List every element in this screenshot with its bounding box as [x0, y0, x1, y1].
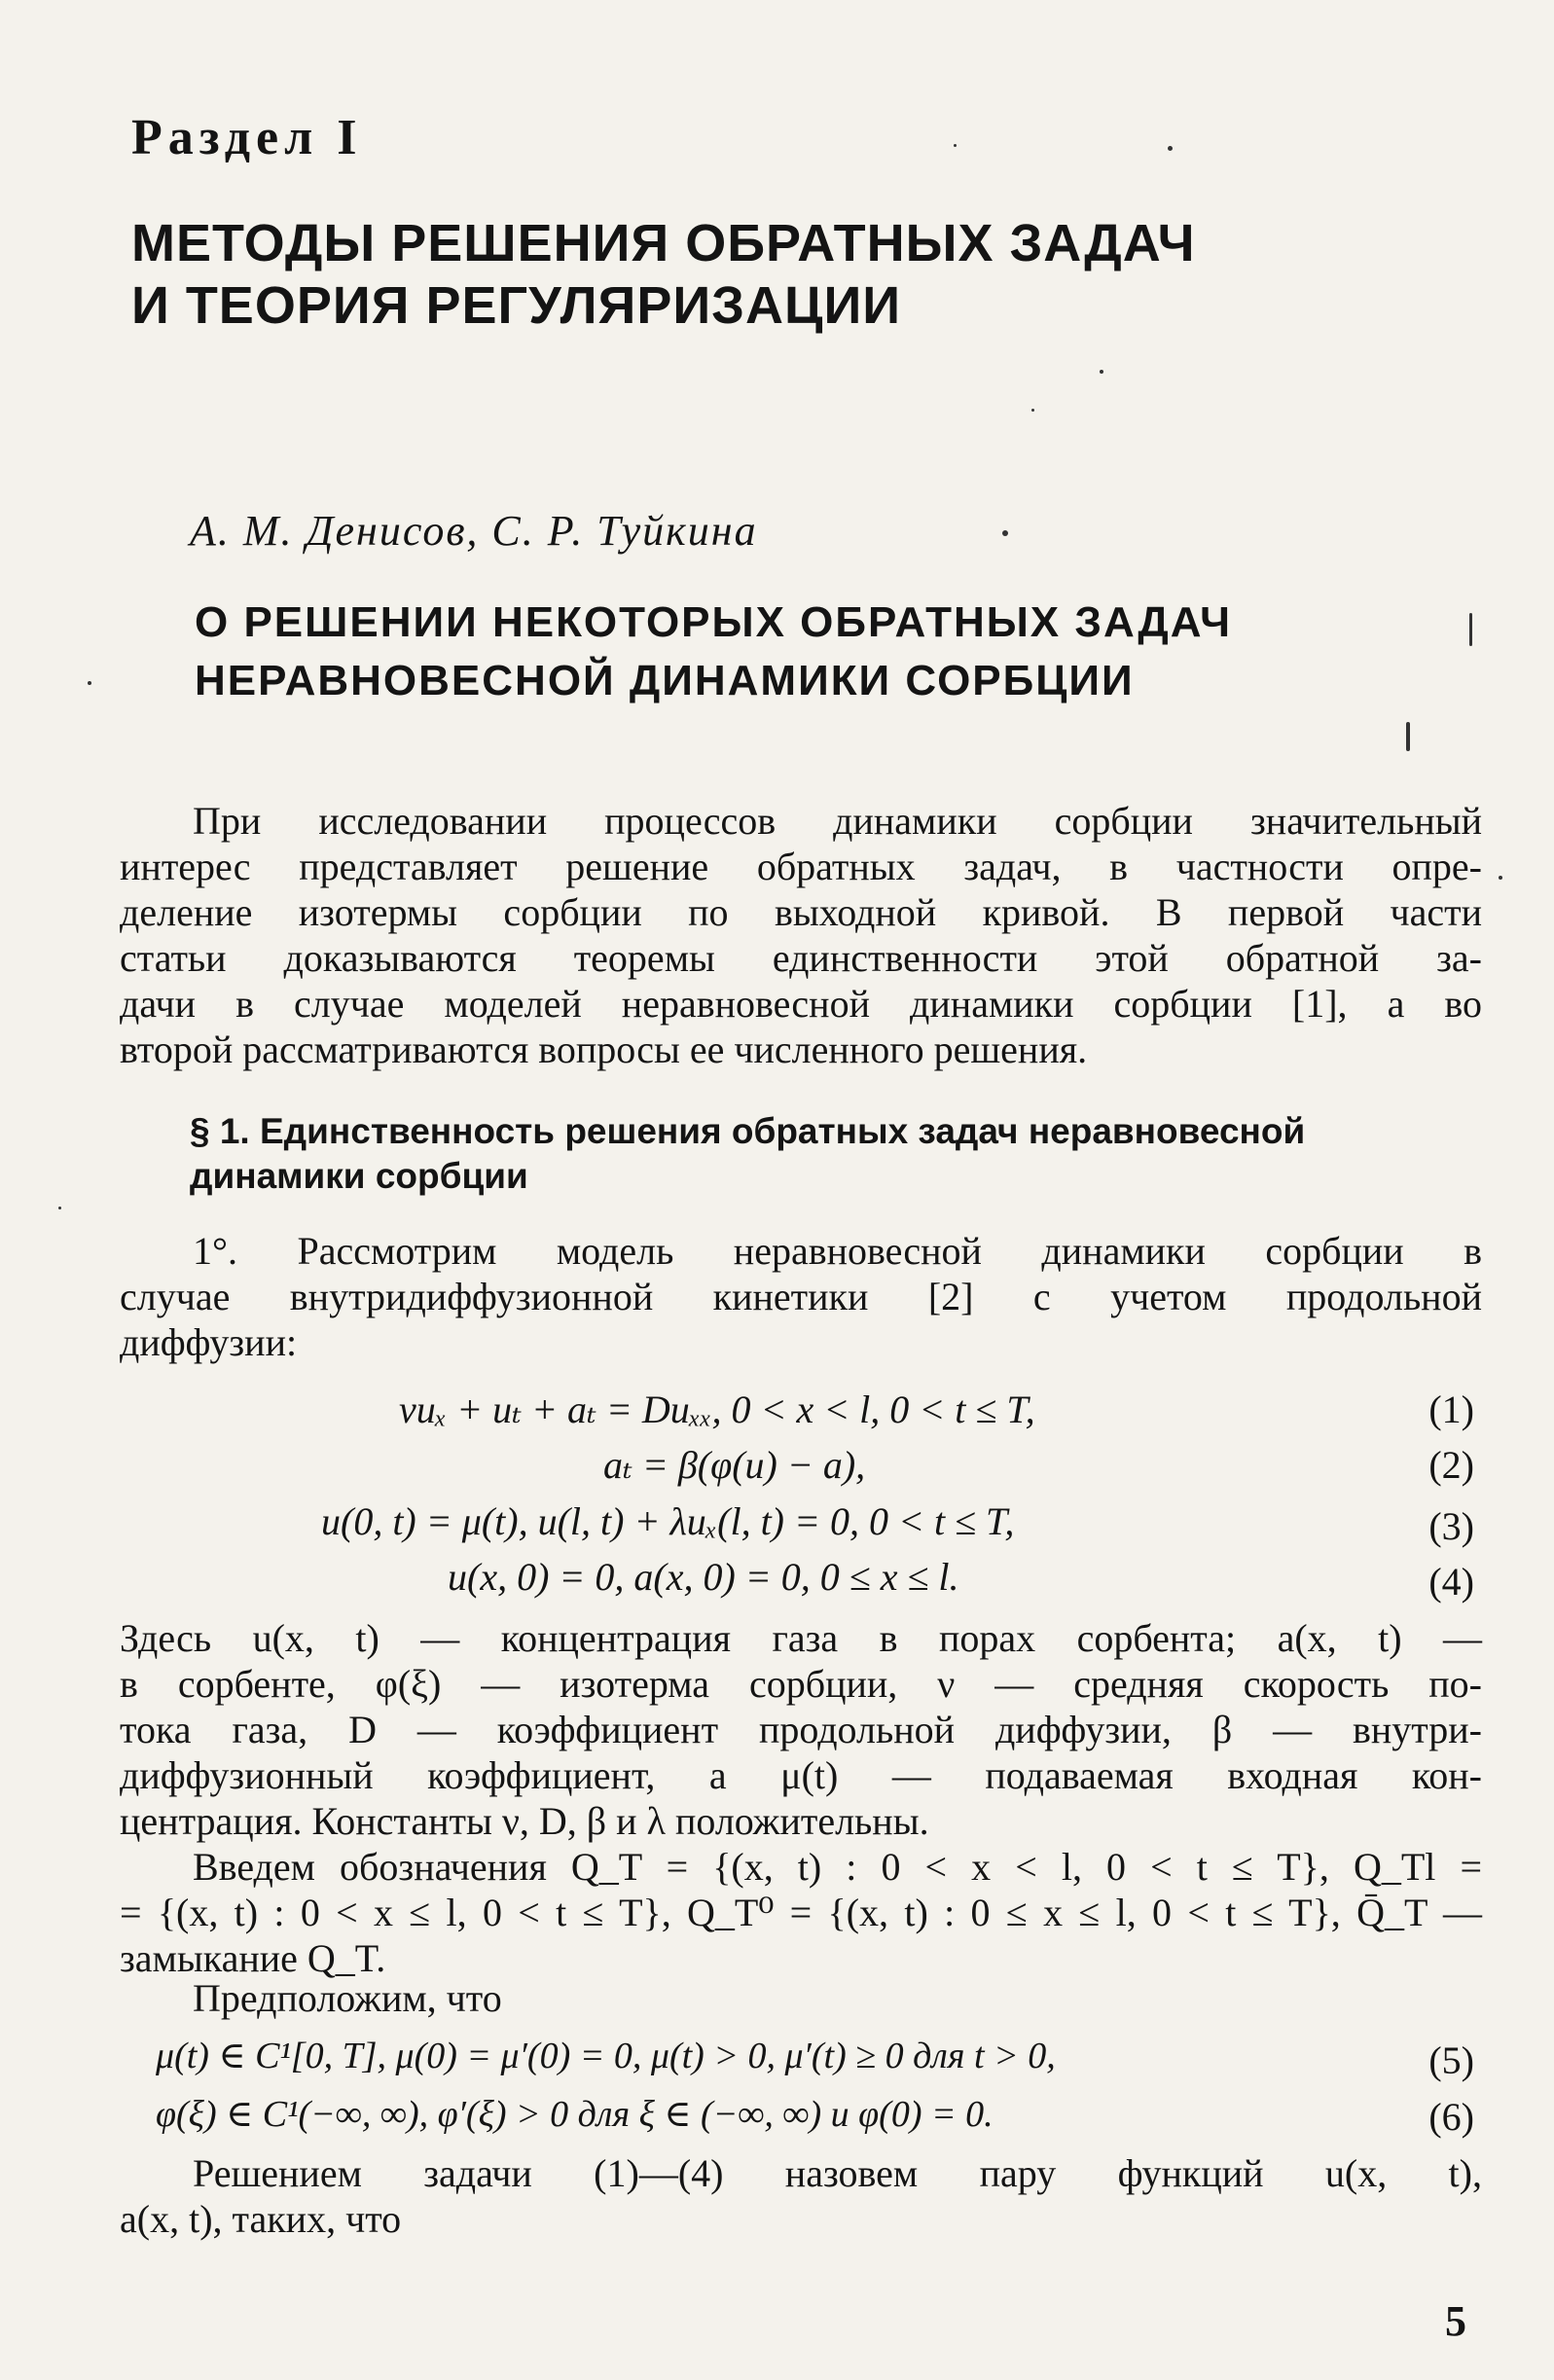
article-authors: А. М. Денисов, С. Р. Туйкина [190, 507, 758, 555]
section-heading-line: динамики сорбции [190, 1156, 528, 1196]
section-title [131, 212, 1196, 337]
paragraph-domains [120, 1844, 1482, 1981]
paragraph-notation [120, 1615, 1482, 1844]
paragraph-assume [120, 1975, 1482, 2021]
scan-speck [1031, 409, 1034, 412]
text-line: Здесь u(x, t) — концентрация газа в порах сорбента; a(x, t) — [120, 1616, 1482, 1660]
page-number: 5 [1445, 2297, 1466, 2345]
equation-number: (5) [1428, 2038, 1474, 2082]
scan-speck [1100, 370, 1103, 374]
article-title-line: НЕРАВНОВЕСНОЙ ДИНАМИКИ СОРБЦИИ [195, 657, 1135, 704]
equation-3: u(0, t) = μ(t), u(l, t) + λuₓ(l, t) = 0, 0 < t ≤ T, [321, 1499, 1015, 1543]
scan-speck [1469, 613, 1472, 646]
equation-1: νuₓ + uₜ + aₜ = Duₓₓ, 0 < x < l, 0 < t ≤ T, [399, 1388, 1035, 1431]
text-line: деление изотермы сорбции по выходной кривой. В первой части [120, 890, 1482, 934]
text-line: случае внутридиффузионной кинетики [2] с учетом продольной [120, 1275, 1482, 1318]
article-title-line: О РЕШЕНИИ НЕКОТОРЫХ ОБРАТНЫХ ЗАДАЧ [195, 598, 1233, 646]
section-label: Раздел I [131, 110, 363, 165]
paragraph-solution [120, 2150, 1482, 2242]
equation-number: (3) [1428, 1504, 1474, 1548]
condition-5: μ(t) ∈ C¹[0, T], μ(0) = μ′(0) = 0, μ(t) > 0, μ′(t) ≥ 0 для t > 0, [156, 2036, 1056, 2076]
text-line: a(x, t), таких, что [120, 2197, 402, 2241]
text-line: дачи в случае моделей неравновесной динамики сорбции [1], а во [120, 982, 1482, 1026]
text-line: Решением задачи (1)—(4) назовем пару функций u(x, t), [193, 2151, 1482, 2195]
article-title [195, 594, 1232, 710]
scan-speck [88, 681, 91, 685]
condition-6: φ(ξ) ∈ C¹(−∞, ∞), φ′(ξ) > 0 для ξ ∈ (−∞, ∞) и φ(0) = 0. [156, 2094, 994, 2135]
intro-paragraph [120, 798, 1482, 1072]
text-line: Введем обозначения Q_T = {(x, t) : 0 < x < l, 0 < t ≤ T}, Q_Tl = [193, 1845, 1482, 1889]
section-heading-line: § 1. Единственность решения обратных задач неравновесной [190, 1111, 1306, 1151]
equation-number: (2) [1428, 1443, 1474, 1487]
section-heading [190, 1109, 1305, 1199]
equation-number: (1) [1428, 1388, 1474, 1431]
text-line: статьи доказываются теоремы единственности этой обратной за- [120, 936, 1482, 980]
equation-number: (4) [1428, 1560, 1474, 1604]
text-line: в сорбенте, φ(ξ) — изотерма сорбции, ν — средняя скорость по- [120, 1662, 1482, 1706]
equation-4: u(x, 0) = 0, a(x, 0) = 0, 0 ≤ x ≤ l. [448, 1555, 959, 1599]
scan-speck [1499, 876, 1502, 880]
scan-speck [1168, 146, 1173, 151]
scan-speck [1002, 530, 1008, 536]
text-line: замыкание Q_T. [120, 1936, 386, 1980]
scan-speck [954, 144, 957, 147]
section-title-line: И ТЕОРИЯ РЕГУЛЯРИЗАЦИИ [131, 276, 902, 335]
text-line: = {(x, t) : 0 < x ≤ l, 0 < t ≤ T}, Q_T⁰ = {(x, t) : 0 ≤ x ≤ l, 0 < t ≤ T}, Q̄_T — [120, 1891, 1482, 1934]
scan-speck [1406, 722, 1410, 751]
equation-number: (6) [1428, 2095, 1474, 2139]
text-line: Предположим, что [193, 1976, 502, 2020]
text-line: 1°. Рассмотрим модель неравновесной динамики сорбции в [193, 1229, 1482, 1273]
text-line: интерес представляет решение обратных задач, в частности опре- [120, 845, 1482, 888]
text-line: диффузионный коэффициент, а μ(t) — подаваемая входная кон- [120, 1753, 1482, 1797]
section-title-line: МЕТОДЫ РЕШЕНИЯ ОБРАТНЫХ ЗАДАЧ [131, 214, 1196, 272]
text-line: центрация. Константы ν, D, β и λ положительны. [120, 1799, 929, 1843]
text-line: тока газа, D — коэффициент продольной диффузии, β — внутри- [120, 1708, 1482, 1751]
equation-2: aₜ = β(φ(u) − a), [603, 1443, 866, 1487]
text-line: диффузии: [120, 1320, 298, 1364]
text-line: При исследовании процессов динамики сорбции значительный [193, 799, 1482, 843]
text-line: второй рассматриваются вопросы ее численного решения. [120, 1028, 1088, 1071]
paragraph-model [120, 1228, 1482, 1365]
scan-speck [58, 1207, 61, 1209]
